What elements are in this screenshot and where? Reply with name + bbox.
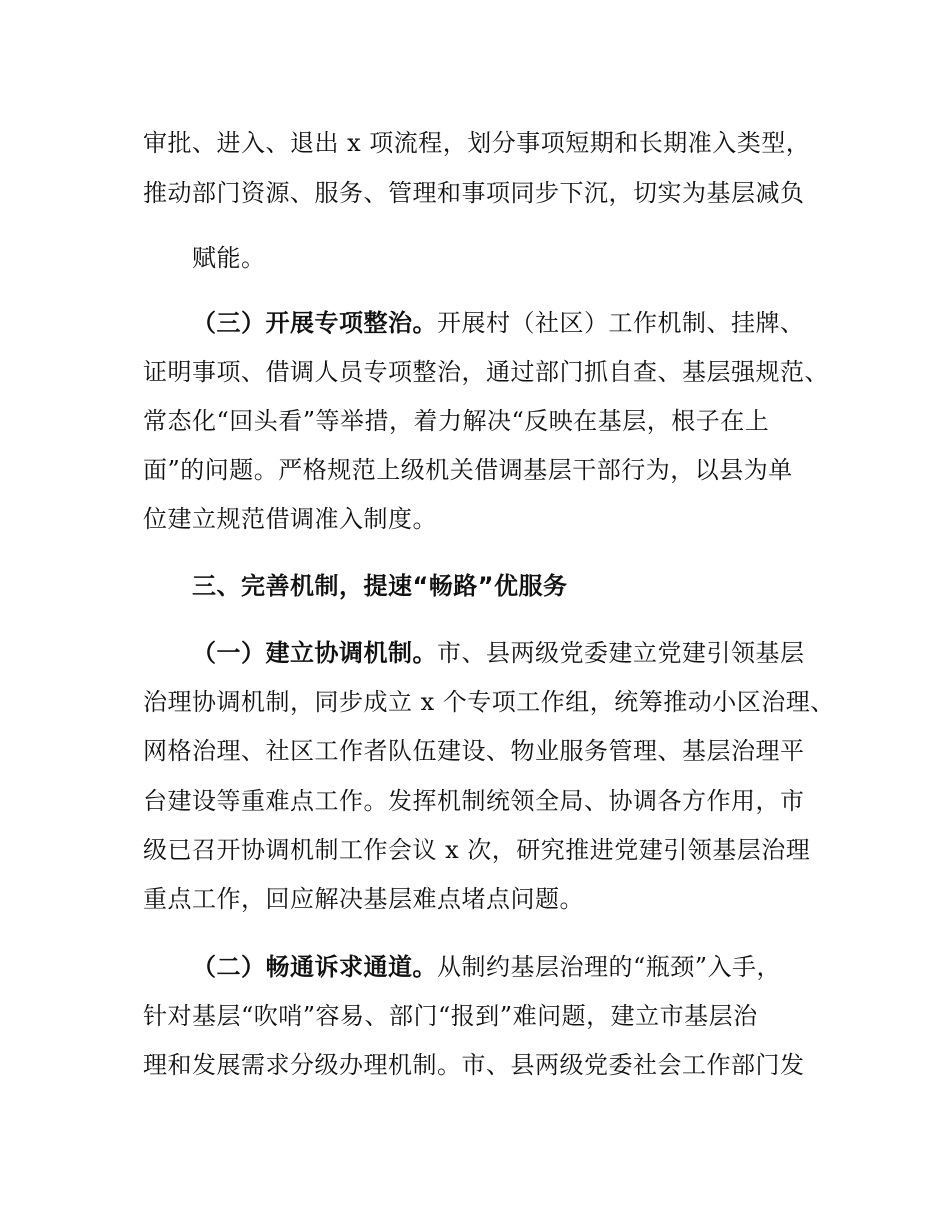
text-line: 网格治理、社区工作者队伍建设、物业服务管理、基层治理平 (143, 737, 805, 765)
text-span: 从制约基层治理的“瓶颈”入手， (437, 953, 782, 981)
text-line: 理和发展需求分级办理机制。市、县两级党委社会工作部门发 (143, 1051, 805, 1079)
text-line: 推动部门资源、服务、管理和事项同步下沉，切实为基层减负 (143, 179, 805, 207)
section-title: 三、完善机制，提速“畅路”优服务 (192, 572, 568, 600)
text-span: 市、县两级党委建立党建引领基层 (437, 639, 805, 667)
text-line: 治理协调机制，同步成立 x 个专项工作组，统筹推动小区治理、 (143, 688, 835, 716)
text-line: 台建设等重难点工作。发挥机制统领全局、协调各方作用，市 (143, 787, 805, 815)
text-span: 开展村（社区）工作机制、挂牌、 (437, 309, 805, 337)
paragraph-first-line (192, 952, 781, 982)
paragraph-heading: （二）畅通诉求通道。 (192, 953, 437, 981)
text-line: 证明事项、借调人员专项整治，通过部门抓自查、基层强规范、 (143, 358, 829, 386)
text-line: 赋能。 (192, 244, 266, 272)
paragraph-heading: （三）开展专项整治。 (192, 309, 437, 337)
paragraph-first-line (192, 638, 805, 668)
paragraph-heading: （一）建立协调机制。 (192, 639, 437, 667)
text-line: 重点工作，回应解决基层难点堵点问题。 (143, 885, 584, 913)
text-line: 面”的问题。严格规范上级机关借调基层干部行为，以县为单 (143, 456, 793, 484)
paragraph-first-line (192, 308, 805, 338)
text-line: 级已召开协调机制工作会议 x 次，研究推进党建引领基层治理 (143, 836, 811, 864)
text-line: 位建立规范借调准入制度。 (143, 505, 437, 533)
text-line: 审批、进入、退出 x 项流程，划分事项短期和长期准入类型， (143, 129, 811, 157)
text-line: 针对基层“吹哨”容易、部门“报到”难问题，建立市基层治 (143, 1002, 758, 1030)
text-line: 常态化“回头看”等举措，着力解决“反映在基层，根子在上 (143, 407, 770, 435)
